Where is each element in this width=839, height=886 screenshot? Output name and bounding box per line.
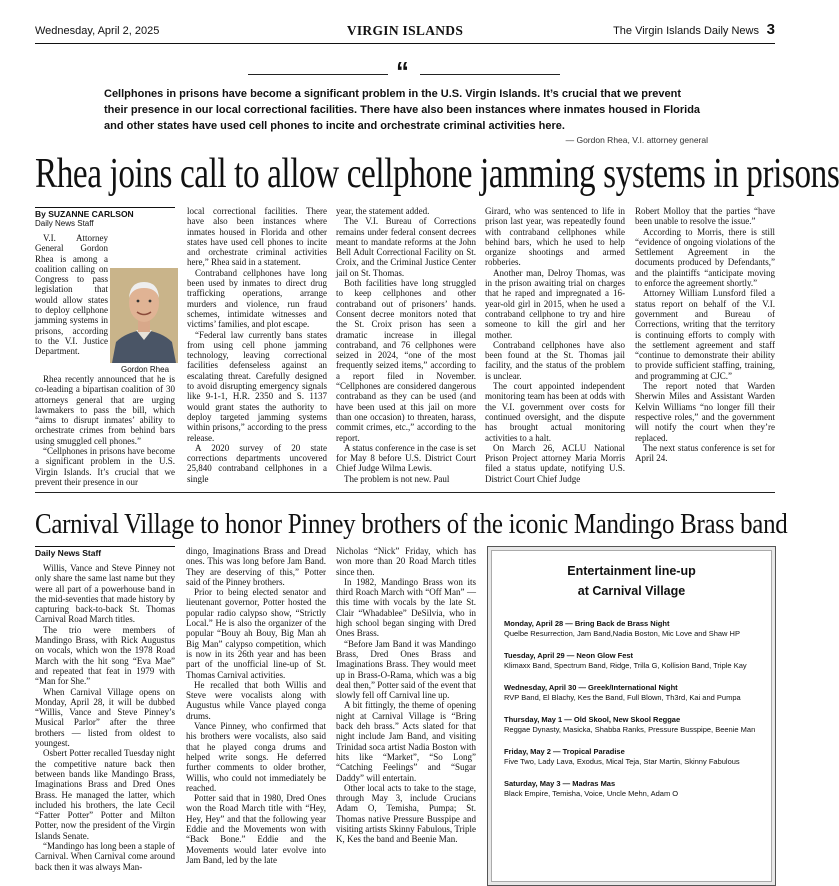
paragraph: year, the statement added. (336, 206, 430, 216)
event-day: Saturday, May 3 — Madras Mas (504, 779, 616, 788)
paragraph: Another man, Delroy Thomas, was in the prison awaiting trial on charges that he raped and impregnated a 16-year-old girl in 2015, when he used a contraband cellphone to try and hire someone to kill the girl and her mother. (485, 267, 625, 340)
lineup-box (487, 546, 776, 886)
paragraph: The court appointed independent monitoring team has been at odds with the V.I. government over costs for continued oversight, and the dispute has brought actual monitoring activities to a halt. (485, 381, 625, 443)
lineup-event (504, 779, 759, 799)
paragraph: dingo, Imaginations Brass and Dread ones. This was long before Jam Band. They are deserving of this,” Potter said of the Pinney brothers. (186, 546, 326, 587)
event-day: Wednesday, April 30 — Greek/International Night (504, 683, 678, 692)
portrait-icon (110, 268, 178, 363)
article2-column-1 (35, 563, 175, 881)
article1-column-1-top (35, 233, 108, 363)
event-acts: Reggae Dynasty, Masicka, Shabba Ranks, Pressure Busspipe, Beenie Man (504, 725, 756, 734)
paragraph: In 1982, Mandingo Brass won its third Roach March with “Off Man” — this time with vocals by the late St. Clair “Whadablee” DeSilvia, who in high school began singing with Dred Ones Brass. (336, 576, 476, 639)
paragraph: Girard, who was sentenced to life in prison last year, was repeatedly found with contraband cellphones while behind bars, which he used to help organize shootings and armed robberies. (485, 206, 625, 268)
paragraph: Contraband cellphones have long been used by inmates to direct drug trafficking operations, arrange murders and violence, run fraud schemes, intimidate witnesses and victims’ families, and plot escape. (187, 267, 327, 330)
event-day: Monday, April 28 — Bring Back de Brass Night (504, 619, 670, 628)
paragraph: The report noted that Warden Sherwin Miles and Assistant Warden Kelvin Williams “no longer fill their respective roles,” and the government will notify the court when they’re replaced. (635, 381, 775, 443)
article1-headline: Rhea joins call to allow cellphone jamming systems in prisons (35, 151, 839, 197)
paragraph: Rhea recently announced that he is co-leading a bipartisan coalition of 30 attorneys general that are urging lawmakers to pass the bill, which “aims to disrupt inmates’ ability to orchestrate crimes from behind bars using smuggled cell phones.” (35, 374, 175, 446)
article1-column-1 (35, 374, 175, 487)
paragraph: On March 26, ACLU National Prison Project attorney Maria Morris filed a status update, notifying U.S. District Court Chief Judge (485, 442, 625, 484)
article1-column-5 (635, 206, 775, 478)
paper-name: The Virgin Islands Daily News (613, 25, 759, 37)
paragraph: “Mandingo has long been a staple of Carnival. When Carnival come around back then it was always Man- (35, 841, 175, 872)
quote-rule-left (248, 74, 388, 75)
lineup-title-line-1: Entertainment line-up (567, 564, 696, 578)
paragraph: He recalled that both Willis and Steve were vocalists along with Augustus while Vance played conga drums. (186, 679, 326, 721)
pull-quote-attribution: — Gordon Rhea, V.I. attorney general (565, 135, 708, 145)
paragraph: local correctional facilities. There have also been instances where inmates housed in Florida and other states have used cell phones to incite and orchestrate criminal activities here,” Rhea said in a statement. (187, 206, 327, 268)
paragraph: The trio were members of Mandingo Brass, with Rick Augustus on vocals, which won the 1978 Road March with the hit song “Eva Mae” and repeated that feat in 1979 with “Man for She.” (35, 624, 175, 687)
lineup-event (504, 683, 759, 703)
paragraph: Both facilities have long struggled to keep cellphones and other contraband out of prisoners’ hands. Consent decree monitors noted that the St. Croix prison has seen a dramatic increase in illegal contraband, and 76 cellphones were seized in 2024, “one of the most frequently seized items,” according to a report filed in November. “Cellphones are considered dangerous contraband as they can be used (and have been used at this jail on more than one occasion) to threaten, harass, commit crimes, etc.,” according to the report. (336, 278, 476, 443)
lineup-event (504, 715, 759, 735)
article2-column-3 (336, 546, 476, 881)
article1-column-3 (336, 206, 476, 484)
paragraph: Robert Molloy that the parties “have been unable to resolve the issue.” (635, 206, 775, 227)
paragraph: Vance Pinney, who confirmed that his brothers were vocalists, also said that he played conga drums and helped write songs. He deferred further comments to older brother, Willis, who could not immediately be reached. (186, 721, 326, 793)
event-day: Thursday, May 1 — Old Skool, New Skool Reggae (504, 715, 681, 724)
paragraph: Nicholas “Nick” Friday, which has won more than 20 Road March titles since then. (336, 546, 476, 577)
paragraph: The V.I. Bureau of Corrections remains under federal consent decrees meant to mandate reforms at the John Bell Adult Correctional Facility on St. Croix, and the Criminal Justice Center jail on St. Thomas. (336, 216, 476, 278)
event-acts: Quelbe Resurrection, Jam Band,Nadia Boston, Mic Love and Shaw HP (504, 629, 740, 638)
article2-headline: Carnival Village to honor Pinney brothers of the iconic Mandingo Brass band (35, 509, 788, 540)
section-name: VIRGIN ISLANDS (346, 23, 464, 38)
paragraph: When Carnival Village opens on Monday, April 28, it will be dubbed “Willis, Vance and Steve Pinney’s Musical Parlor” after the three brothers — listed from oldest to youngest. (35, 686, 175, 749)
photo-caption: Gordon Rhea (120, 365, 170, 374)
byline-author: By SUZANNE CARLSON (35, 209, 134, 219)
quote-rule-right (420, 74, 560, 75)
paragraph: A bit fittingly, the theme of opening night at Carnival Village is “Bring back deh brass.” Acts slated for that night include Jam Band, and visiting Trinidad soca artist Nadia Boston with hits like “Market”, “So Long” “Catching Feelings” and “Sugar Daddy” will entertain. (336, 700, 476, 783)
event-acts: Five Two, Lady Lava, Exodus, Mical Teja, Star Martin, Skinny Fabulous (504, 757, 740, 766)
paragraph: A status conference in the case is set for May 8 before U.S. District Court Chief Judge Wilma Lewis. (336, 442, 476, 474)
page-number: 3 (766, 21, 775, 38)
paragraph: “Federal law currently bans states from using cell phone jamming technology, leaving correctional facilities defenseless against an escalating threat. Carefully designed to avoid disrupting emergency signals like 9-1-1, H.R. 2350 and S. 1137 would grant states the authority to deploy targeted jamming systems within prisons,” according to the press release. (187, 329, 327, 443)
article1-column-2 (187, 206, 327, 484)
article2-byline: Daily News Staff (35, 546, 175, 558)
lineup-event (504, 619, 759, 639)
paragraph: The problem is not new. Paul (344, 473, 450, 484)
lineup-event (504, 747, 759, 767)
author-photo (110, 268, 178, 363)
paragraph: The next status conference is set for April 24. (635, 442, 775, 464)
paragraph: Willis, Vance and Steve Pinney not only share the same last name but they were all part of a powerhouse band in the mid-seventies that made history by capturing back-to-back St. Thomas Carnival Road March titles. (35, 563, 175, 625)
article-divider (35, 492, 775, 493)
paragraph: “Before Jam Band it was Mandingo Brass, Dred Ones Brass and Imaginations Brass. They would meet up in Brass-O-Rama, which was a big deal then,” Potter said of the event that slowly fell off Carnival line up. (336, 638, 476, 701)
event-acts: Klimaxx Band, Spectrum Band, Ridge, Trilla G, Kollision Band, Triple Kay (504, 661, 747, 670)
lineup-title-line-2: at Carnival Village (577, 584, 686, 598)
event-day: Friday, May 2 — Tropical Paradise (504, 747, 625, 756)
event-acts: Black Empire, Temisha, Voice, Uncle Mehn, Adam O (504, 789, 679, 798)
paragraph: A 2020 survey of 20 state corrections departments uncovered 25,840 contraband cellphones in a single (187, 442, 327, 484)
event-day: Tuesday, April 29 — Neon Glow Fest (504, 651, 634, 660)
pull-quote-text: Cellphones in prisons have become a significant problem in the U.S. Virgin Islands. It’s crucial that we prevent their presence in our local correctional facilities. There have also been instances where inmates housed in Florida and other states have used cell phones to incite and orchestrate criminal activities here. (104, 88, 701, 132)
paragraph: V.I. Attorney General Gordon Rhea is among a coalition calling on Congress to pass legislation that would allow states to deploy cellphone jamming systems in prisons, according to the V.I. Justice Department. (35, 233, 108, 357)
paragraph: “Cellphones in prisons have become a significant problem in the U.S. Virgin Islands. It’s crucial that we prevent their presence in our (35, 446, 175, 487)
page-header (35, 22, 775, 44)
paragraph: According to Morris, there is still “evidence of ongoing violations of the Settlement Agreement in the documents produced by Defendants,” and the plaintiffs “anticipate moving to enforce the agreement shortly.” (635, 226, 775, 289)
article2-column-2 (186, 546, 326, 881)
issue-date: Wednesday, April 2, 2025 (35, 25, 160, 37)
paragraph: Contraband cellphones have also been found at the St. Thomas jail facility, and the status of the problem is unclear. (485, 339, 625, 381)
paragraph: Attorney William Lunsford filed a status report on behalf of the V.I. government and Bureau of Corrections, writing that the territory is continuing efforts to comply with the settlement agreement and staff “continue to demonstrate their ability to provide sufficient staffing, training, and programming at CJC.” (635, 288, 775, 381)
paragraph: Osbert Potter recalled Tuesday night the competitive nature back then between bands like Mandingo Brass, Imaginations Brass and Dred Ones Brass. He managed the latter, which included his brothers, the late Cecil “Fatter Potter” Potter and Milton Potter, now the president of the Virgin Islands Senate. (35, 748, 175, 841)
paragraph: Prior to being elected senator and lieutenant governor, Potter hosted the popular radio calypso show, “Strictly Local.” He is also the organizer of the popular “Bouy ah Bouy, Big Man ah Big Man” calypso competition, which is now in its 26th year and has been part of the unofficial line-up of St. Thomas Carnival activities. (186, 587, 326, 680)
lineup-event (504, 651, 759, 671)
lineup-box-inner (491, 550, 772, 882)
lineup-title (504, 561, 759, 601)
quote-mark-icon: “ (396, 56, 409, 86)
event-acts: RVP Band, El Blachy, Kes the Band, Full Blown, Th3rd, Kai and Pumpa (504, 693, 741, 702)
byline-org: Daily News Staff (35, 219, 94, 228)
paragraph: Other local acts to take to the stage, through May 3, include Crucians Adam O, Temisha, Pumpa; St. Thomas native Pressure Busspipe and visiting artists Skinny Fabulous, Triple K, Kes the band and Beenie Man. (336, 782, 476, 845)
paragraph: Potter said that in 1980, Dred Ones won the Road March title with “Hey, Hey, Hey” and that the following year Eddie and the Movements won with “Back Bone.” Eddie and the Movements would later evolve into Jam Band, led by the late (186, 793, 326, 865)
article1-byline (35, 207, 175, 229)
article1-column-4 (485, 206, 625, 484)
